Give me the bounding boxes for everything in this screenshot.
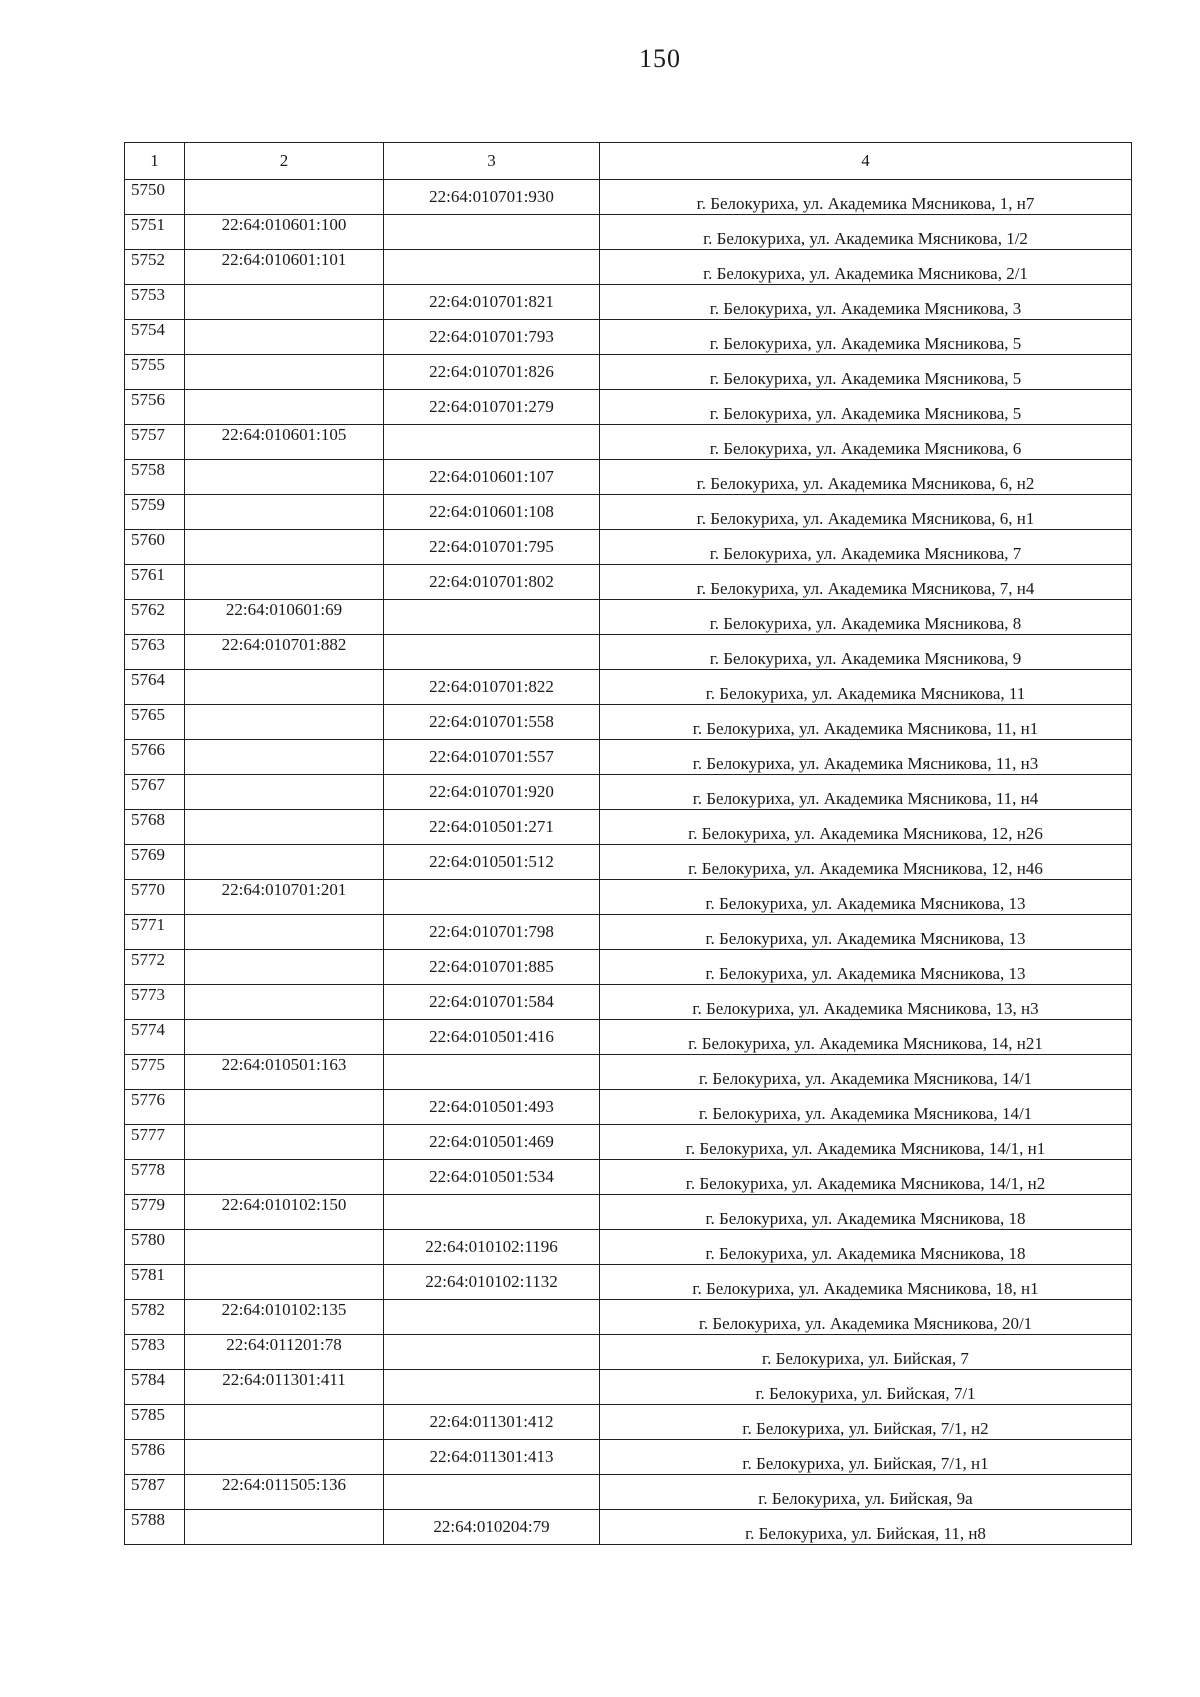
- cadastral-number-building: 22:64:010501:493: [384, 1090, 600, 1125]
- cadastral-number-building: 22:64:010701:558: [384, 705, 600, 740]
- row-number: 5774: [125, 1020, 185, 1055]
- table-row: [125, 1265, 1132, 1300]
- cadastral-number-land: 22:64:010102:150: [185, 1195, 384, 1230]
- cadastral-number-building: [384, 1195, 600, 1230]
- row-number: 5761: [125, 565, 185, 600]
- cadastral-number-building: 22:64:011301:413: [384, 1440, 600, 1475]
- table-row: [125, 915, 1132, 950]
- column-header-1: 1: [125, 143, 185, 180]
- cadastral-number-building: 22:64:010701:279: [384, 390, 600, 425]
- table-row: [125, 740, 1132, 775]
- address-cell: г. Белокуриха, ул. Академика Мясникова, 14/1: [600, 1055, 1132, 1090]
- address-cell: г. Белокуриха, ул. Академика Мясникова, 11: [600, 670, 1132, 705]
- cadastral-number-land: [185, 460, 384, 495]
- column-header-4: 4: [600, 143, 1132, 180]
- table-row: [125, 1055, 1132, 1090]
- cadastral-number-land: [185, 1405, 384, 1440]
- row-number: 5764: [125, 670, 185, 705]
- row-number: 5763: [125, 635, 185, 670]
- row-number: 5753: [125, 285, 185, 320]
- column-header-2: 2: [185, 143, 384, 180]
- cadastral-number-building: [384, 1300, 600, 1335]
- address-cell: г. Белокуриха, ул. Академика Мясникова, 5: [600, 355, 1132, 390]
- cadastral-number-building: [384, 1370, 600, 1405]
- table-row: [125, 495, 1132, 530]
- cadastral-number-land: [185, 810, 384, 845]
- cadastral-number-building: [384, 635, 600, 670]
- cadastral-number-land: [185, 1125, 384, 1160]
- table-row: [125, 1195, 1132, 1230]
- cadastral-number-land: 22:64:010701:882: [185, 635, 384, 670]
- cadastral-number-land: 22:64:010102:135: [185, 1300, 384, 1335]
- address-cell: г. Белокуриха, ул. Академика Мясникова, 6, н2: [600, 460, 1132, 495]
- cadastral-number-land: 22:64:010601:105: [185, 425, 384, 460]
- row-number: 5775: [125, 1055, 185, 1090]
- table-row: [125, 600, 1132, 635]
- cadastral-number-building: [384, 250, 600, 285]
- address-cell: г. Белокуриха, ул. Академика Мясникова, 18, н1: [600, 1265, 1132, 1300]
- table-row: [125, 215, 1132, 250]
- cadastral-number-building: 22:64:010601:108: [384, 495, 600, 530]
- table-row: [125, 285, 1132, 320]
- row-number: 5766: [125, 740, 185, 775]
- table-row: [125, 1090, 1132, 1125]
- cadastral-number-building: 22:64:010501:271: [384, 810, 600, 845]
- address-cell: г. Белокуриха, ул. Академика Мясникова, 7: [600, 530, 1132, 565]
- table-row: [125, 1440, 1132, 1475]
- row-number: 5751: [125, 215, 185, 250]
- table-row: [125, 635, 1132, 670]
- cadastral-number-land: [185, 1160, 384, 1195]
- cadastral-number-building: 22:64:010701:822: [384, 670, 600, 705]
- column-header-3: 3: [384, 143, 600, 180]
- cadastral-number-land: [185, 1230, 384, 1265]
- address-cell: г. Белокуриха, ул. Бийская, 7/1, н1: [600, 1440, 1132, 1475]
- address-cell: г. Белокуриха, ул. Академика Мясникова, 5: [600, 390, 1132, 425]
- row-number: 5788: [125, 1510, 185, 1545]
- cadastral-number-building: 22:64:010601:107: [384, 460, 600, 495]
- table-row: [125, 460, 1132, 495]
- cadastral-number-land: 22:64:010601:101: [185, 250, 384, 285]
- table-row: [125, 1335, 1132, 1370]
- table-row: [125, 1510, 1132, 1545]
- cadastral-number-building: 22:64:010102:1196: [384, 1230, 600, 1265]
- row-number: 5782: [125, 1300, 185, 1335]
- address-cell: г. Белокуриха, ул. Академика Мясникова, 3: [600, 285, 1132, 320]
- row-number: 5765: [125, 705, 185, 740]
- row-number: 5768: [125, 810, 185, 845]
- cadastral-number-building: 22:64:010701:584: [384, 985, 600, 1020]
- row-number: 5779: [125, 1195, 185, 1230]
- row-number: 5757: [125, 425, 185, 460]
- table-row: [125, 1405, 1132, 1440]
- row-number: 5767: [125, 775, 185, 810]
- table-row: [125, 810, 1132, 845]
- cadastral-number-land: [185, 670, 384, 705]
- cadastral-number-building: 22:64:010701:798: [384, 915, 600, 950]
- cadastral-number-land: [185, 845, 384, 880]
- address-cell: г. Белокуриха, ул. Бийская, 9а: [600, 1475, 1132, 1510]
- address-cell: г. Белокуриха, ул. Академика Мясникова, 12, н26: [600, 810, 1132, 845]
- address-cell: г. Белокуриха, ул. Академика Мясникова, 13, н3: [600, 985, 1132, 1020]
- table-row: [125, 845, 1132, 880]
- address-cell: г. Белокуриха, ул. Академика Мясникова, 6, н1: [600, 495, 1132, 530]
- cadastral-number-land: [185, 1090, 384, 1125]
- register-table: [124, 142, 1132, 1545]
- cadastral-number-building: [384, 425, 600, 460]
- address-cell: г. Белокуриха, ул. Академика Мясникова, 8: [600, 600, 1132, 635]
- cadastral-number-land: [185, 1020, 384, 1055]
- cadastral-number-land: [185, 565, 384, 600]
- table-row: [125, 1230, 1132, 1265]
- cadastral-number-land: [185, 1440, 384, 1475]
- table-row: [125, 950, 1132, 985]
- row-number: 5772: [125, 950, 185, 985]
- row-number: 5754: [125, 320, 185, 355]
- address-cell: г. Белокуриха, ул. Академика Мясникова, 5: [600, 320, 1132, 355]
- cadastral-number-building: 22:64:010701:821: [384, 285, 600, 320]
- table-row: [125, 670, 1132, 705]
- address-cell: г. Белокуриха, ул. Академика Мясникова, 13: [600, 950, 1132, 985]
- table-row: [125, 1160, 1132, 1195]
- cadastral-number-building: 22:64:010701:930: [384, 180, 600, 215]
- address-cell: г. Белокуриха, ул. Академика Мясникова, 11, н3: [600, 740, 1132, 775]
- cadastral-number-land: 22:64:010601:100: [185, 215, 384, 250]
- address-cell: г. Белокуриха, ул. Академика Мясникова, 14, н21: [600, 1020, 1132, 1055]
- cadastral-number-land: [185, 775, 384, 810]
- cadastral-number-land: [185, 285, 384, 320]
- cadastral-number-building: 22:64:010701:826: [384, 355, 600, 390]
- address-cell: г. Белокуриха, ул. Академика Мясникова, 1/2: [600, 215, 1132, 250]
- row-number: 5759: [125, 495, 185, 530]
- cadastral-number-building: 22:64:010204:79: [384, 1510, 600, 1545]
- address-cell: г. Белокуриха, ул. Академика Мясникова, 7, н4: [600, 565, 1132, 600]
- cadastral-number-building: [384, 1055, 600, 1090]
- address-cell: г. Белокуриха, ул. Академика Мясникова, 13: [600, 915, 1132, 950]
- table-row: [125, 250, 1132, 285]
- cadastral-number-building: 22:64:011301:412: [384, 1405, 600, 1440]
- address-cell: г. Белокуриха, ул. Академика Мясникова, 2/1: [600, 250, 1132, 285]
- row-number: 5760: [125, 530, 185, 565]
- table-row: [125, 1475, 1132, 1510]
- row-number: 5780: [125, 1230, 185, 1265]
- address-cell: г. Белокуриха, ул. Академика Мясникова, 18: [600, 1195, 1132, 1230]
- cadastral-number-building: 22:64:010701:802: [384, 565, 600, 600]
- cadastral-number-building: 22:64:010501:512: [384, 845, 600, 880]
- address-cell: г. Белокуриха, ул. Бийская, 11, н8: [600, 1510, 1132, 1545]
- address-cell: г. Белокуриха, ул. Бийская, 7/1, н2: [600, 1405, 1132, 1440]
- row-number: 5762: [125, 600, 185, 635]
- cadastral-number-building: [384, 215, 600, 250]
- cadastral-number-land: 22:64:011505:136: [185, 1475, 384, 1510]
- row-number: 5755: [125, 355, 185, 390]
- cadastral-number-land: [185, 180, 384, 215]
- cadastral-number-building: 22:64:010501:416: [384, 1020, 600, 1055]
- table-row: [125, 1020, 1132, 1055]
- row-number: 5777: [125, 1125, 185, 1160]
- cadastral-number-land: 22:64:011301:411: [185, 1370, 384, 1405]
- table-header-row: [125, 143, 1132, 180]
- table-row: [125, 565, 1132, 600]
- cadastral-number-land: [185, 355, 384, 390]
- cadastral-number-land: 22:64:010601:69: [185, 600, 384, 635]
- row-number: 5769: [125, 845, 185, 880]
- row-number: 5787: [125, 1475, 185, 1510]
- cadastral-number-building: 22:64:010102:1132: [384, 1265, 600, 1300]
- row-number: 5783: [125, 1335, 185, 1370]
- address-cell: г. Белокуриха, ул. Бийская, 7: [600, 1335, 1132, 1370]
- row-number: 5750: [125, 180, 185, 215]
- cadastral-number-land: [185, 530, 384, 565]
- row-number: 5781: [125, 1265, 185, 1300]
- cadastral-number-land: [185, 915, 384, 950]
- table-row: [125, 390, 1132, 425]
- address-cell: г. Белокуриха, ул. Бийская, 7/1: [600, 1370, 1132, 1405]
- table-row: [125, 180, 1132, 215]
- cadastral-number-land: [185, 1510, 384, 1545]
- address-cell: г. Белокуриха, ул. Академика Мясникова, 14/1, н2: [600, 1160, 1132, 1195]
- page-number: 150: [639, 44, 681, 73]
- address-cell: г. Белокуриха, ул. Академика Мясникова, 1, н7: [600, 180, 1132, 215]
- address-cell: г. Белокуриха, ул. Академика Мясникова, 14/1, н1: [600, 1125, 1132, 1160]
- cadastral-number-building: 22:64:010701:920: [384, 775, 600, 810]
- cadastral-number-land: [185, 495, 384, 530]
- cadastral-number-land: [185, 705, 384, 740]
- address-cell: г. Белокуриха, ул. Академика Мясникова, 12, н46: [600, 845, 1132, 880]
- address-cell: г. Белокуриха, ул. Академика Мясникова, 13: [600, 880, 1132, 915]
- cadastral-number-building: 22:64:010701:885: [384, 950, 600, 985]
- table-row: [125, 355, 1132, 390]
- table-row: [125, 530, 1132, 565]
- address-cell: г. Белокуриха, ул. Академика Мясникова, 11, н1: [600, 705, 1132, 740]
- row-number: 5758: [125, 460, 185, 495]
- row-number: 5778: [125, 1160, 185, 1195]
- table-row: [125, 985, 1132, 1020]
- address-cell: г. Белокуриха, ул. Академика Мясникова, 11, н4: [600, 775, 1132, 810]
- cadastral-number-building: 22:64:010701:795: [384, 530, 600, 565]
- table-row: [125, 1370, 1132, 1405]
- address-cell: г. Белокуриха, ул. Академика Мясникова, 18: [600, 1230, 1132, 1265]
- cadastral-number-land: 22:64:010701:201: [185, 880, 384, 915]
- cadastral-number-building: [384, 880, 600, 915]
- cadastral-number-building: 22:64:010501:469: [384, 1125, 600, 1160]
- table-row: [125, 880, 1132, 915]
- address-cell: г. Белокуриха, ул. Академика Мясникова, 9: [600, 635, 1132, 670]
- row-number: 5784: [125, 1370, 185, 1405]
- row-number: 5770: [125, 880, 185, 915]
- cadastral-number-land: [185, 320, 384, 355]
- row-number: 5786: [125, 1440, 185, 1475]
- cadastral-number-building: 22:64:010701:557: [384, 740, 600, 775]
- cadastral-number-land: 22:64:010501:163: [185, 1055, 384, 1090]
- cadastral-number-land: [185, 740, 384, 775]
- table-row: [125, 425, 1132, 460]
- row-number: 5752: [125, 250, 185, 285]
- row-number: 5756: [125, 390, 185, 425]
- cadastral-number-building: [384, 1335, 600, 1370]
- cadastral-number-building: 22:64:010701:793: [384, 320, 600, 355]
- table-row: [125, 775, 1132, 810]
- cadastral-number-land: 22:64:011201:78: [185, 1335, 384, 1370]
- address-cell: г. Белокуриха, ул. Академика Мясникова, 6: [600, 425, 1132, 460]
- cadastral-number-building: [384, 600, 600, 635]
- row-number: 5776: [125, 1090, 185, 1125]
- cadastral-number-land: [185, 950, 384, 985]
- row-number: 5785: [125, 1405, 185, 1440]
- address-cell: г. Белокуриха, ул. Академика Мясникова, 20/1: [600, 1300, 1132, 1335]
- cadastral-number-land: [185, 1265, 384, 1300]
- cadastral-number-building: 22:64:010501:534: [384, 1160, 600, 1195]
- table-row: [125, 320, 1132, 355]
- cadastral-number-land: [185, 390, 384, 425]
- register-table-body: [125, 143, 1132, 1545]
- row-number: 5771: [125, 915, 185, 950]
- row-number: 5773: [125, 985, 185, 1020]
- table-row: [125, 1125, 1132, 1160]
- cadastral-number-building: [384, 1475, 600, 1510]
- cadastral-number-land: [185, 985, 384, 1020]
- table-row: [125, 1300, 1132, 1335]
- address-cell: г. Белокуриха, ул. Академика Мясникова, 14/1: [600, 1090, 1132, 1125]
- table-row: [125, 705, 1132, 740]
